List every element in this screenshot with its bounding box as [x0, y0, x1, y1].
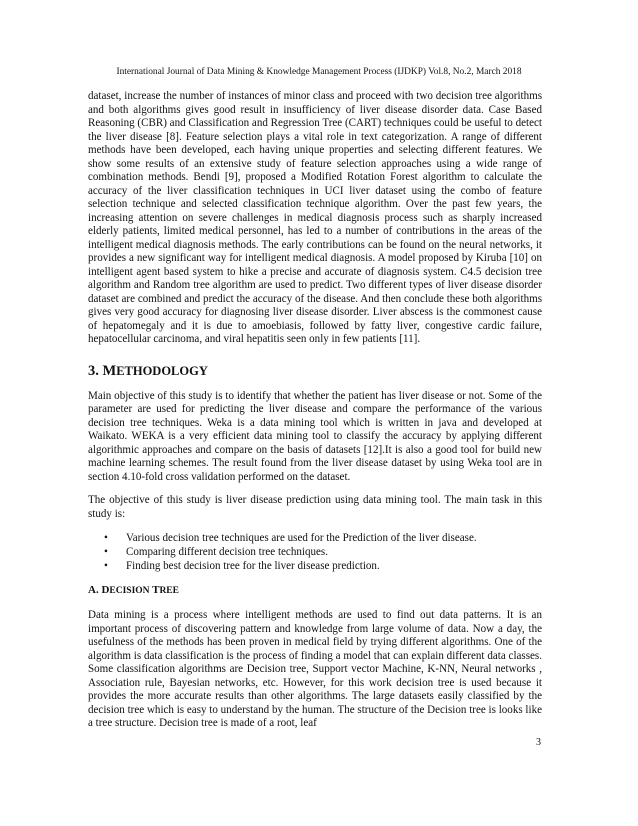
subsection-title-initial-2: T — [152, 584, 160, 596]
running-head: International Journal of Data Mining & Knowledge Management Process (IJDKP) Vol.8, No.2, March 2018 — [116, 67, 522, 77]
section-title-rest: ETHODOLOGY — [116, 363, 208, 378]
section-heading-methodology — [88, 363, 542, 379]
bullet-icon: • — [104, 560, 108, 572]
objectives-list — [88, 531, 542, 573]
methodology-paragraph-1: Main objective of this study is to identify that whether the patient has liver disease or not. Some of the parameter are used for predicting the liver disease and compare the performance of the various decision tree techniques. Weka is a data mining tool which is written in java and developed at Waikato. WEKA is a very efficient data mining tool to classify the accuracy by applying different algorithmic approaches and compare on the basis of datasets [12].It is also a good tool for build new machine learning schemes. The result found from the liver disease dataset by using Weka tool are in section 4.10-fold cross validation performed on the dataset. — [88, 389, 542, 483]
subsection-title-rest-2: REE — [159, 586, 179, 596]
list-item-text: Comparing different decision tree techniques. — [126, 546, 328, 558]
page-number: 3 — [536, 737, 541, 748]
subsection-number: A. — [88, 584, 99, 596]
decision-tree-paragraph: Data mining is a process where intelligent methods are used to find out data patterns. It is an important process of discovering pattern and knowledge from large volume of data. Now a day, the usefulness of the methods has been proven in medical field by trying different algorithms. One of the algorithm is data classification is the process of finding a model that can explain different data classes. Some classification algorithms are Decision tree, Support vector Machine, K-NN, Neural networks , Association rule, Bayesian networks, etc. However, for this work decision tree is used because it provides the more accurate results than other algorithms. The large datasets easily classified by the decision tree which is easy to understand by the human. The structure of the Decision tree is looks like a tree structure. Decision tree is made of a root, leaf — [88, 609, 542, 729]
list-item-text: Various decision tree techniques are used for the Prediction of the liver disease. — [126, 532, 477, 544]
subsection-heading-decision-tree — [88, 584, 542, 598]
bullet-icon: • — [104, 532, 108, 544]
list-item — [88, 545, 542, 559]
subsection-title-rest-1: ECISION — [109, 586, 150, 596]
subsection-title-initial-1: D — [101, 584, 110, 596]
list-item — [88, 531, 542, 545]
list-item — [88, 559, 542, 573]
bullet-icon: • — [104, 546, 108, 558]
section-number: 3. — [88, 362, 99, 379]
intro-paragraph: dataset, increase the number of instances of minor class and proceed with two decision tree algorithms and both algorithms gives good result in insufficiency of liver disease disorder data. Case Based Reasoning (CBR) and Classification and Regression Tree (CART) techniques could be useful to detect the liver disease [8]. Feature selection plays a vital role in text categorization. A range of different methods have been developed, each having unique properties and selecting different features. We show some results of an extensive study of feature selection approaches using a wide range of combination methods. Bendi [9], proposed a Modified Rotation Forest algorithm to calculate the accuracy of the liver classification techniques in UCI liver dataset using the combo of feature selection technique and selected classification technique algorithm. Over the past few years, the increasing attention on severe challenges in medical diagnosis process such as sharply increased elderly patients, limited medical personnel, has led to a number of contributions in the areas of the intelligent medical diagnosis methods. The early contributions can be found on the neural networks, it provides a new significant way for intelligent medical diagnosis. A model proposed by Kiruba [10] on intelligent agent based system to hike a precise and accurate of diagnosis system. C4.5 decision tree algorithm and Random tree algorithm are used to predict. Two different types of liver disease disorder dataset are combined and predict the accuracy of the disease. And then conclude these both algorithms gives very good accuracy for diagnosing liver disease disorder. Liver abscess is the commonest cause of hepatomegaly and it is due to amoebiasis, followed by fatty liver, congestive cardic failure, hepatocellular carcinoma, and viral hepatitis seen only in few patients [11]. — [88, 90, 542, 345]
methodology-paragraph-2: The objective of this study is liver disease prediction using data mining tool. The main task in this study is: — [88, 494, 542, 520]
page-content — [88, 90, 542, 731]
section-title-initial: M — [102, 362, 117, 379]
list-item-text: Finding best decision tree for the liver disease prediction. — [126, 560, 380, 572]
